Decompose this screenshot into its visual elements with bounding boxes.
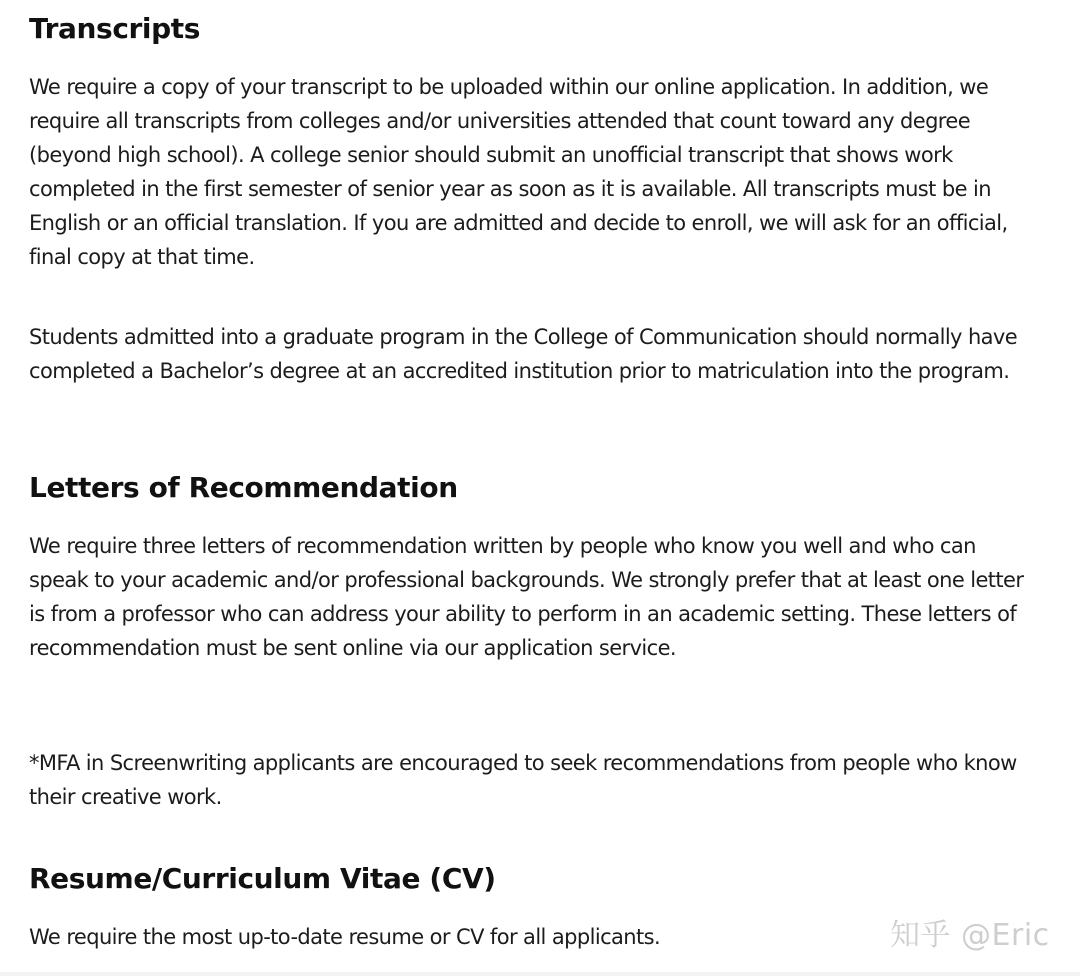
resume-heading: Resume/Curriculum Vitae (CV) [29,862,496,895]
transcripts-paragraph-2: Students admitted into a graduate program in the College of Communication should normally have completed a Bachelor’s degree at an accredited institution prior to matriculation into the program. [29,325,1018,383]
letters-heading: Letters of Recommendation [29,471,458,504]
letters-paragraph-2: *MFA in Screenwriting applicants are encouraged to seek recommendations from people who know their creative work. [29,751,1017,809]
transcripts-paragraph-1: We require a copy of your transcript to be uploaded within our online application. In addition, we require all transcripts from colleges and/or universities attended that count toward any degree (beyond high school). A college senior should submit an unofficial transcript that shows work completed in the first semester of senior year as soon as it is available. All transcripts must be in English or an official translation. If you are admitted and decide to enroll, we will ask for an official, final copy at that time. [29,75,1008,269]
letters-paragraph-1: We require three letters of recommendation written by people who know you well and who can speak to your academic and/or professional backgrounds. We strongly prefer that at least one letter is from a professor who can address your ability to perform in an academic setting. These letters of recommendation must be sent online via our application service. [29,534,1024,660]
bottom-divider [0,972,1080,976]
watermark: 知乎 @Eric [890,918,1050,953]
transcripts-heading: Transcripts [29,12,201,45]
resume-paragraph-1: We require the most up-to-date resume or CV for all applicants. [29,925,661,949]
